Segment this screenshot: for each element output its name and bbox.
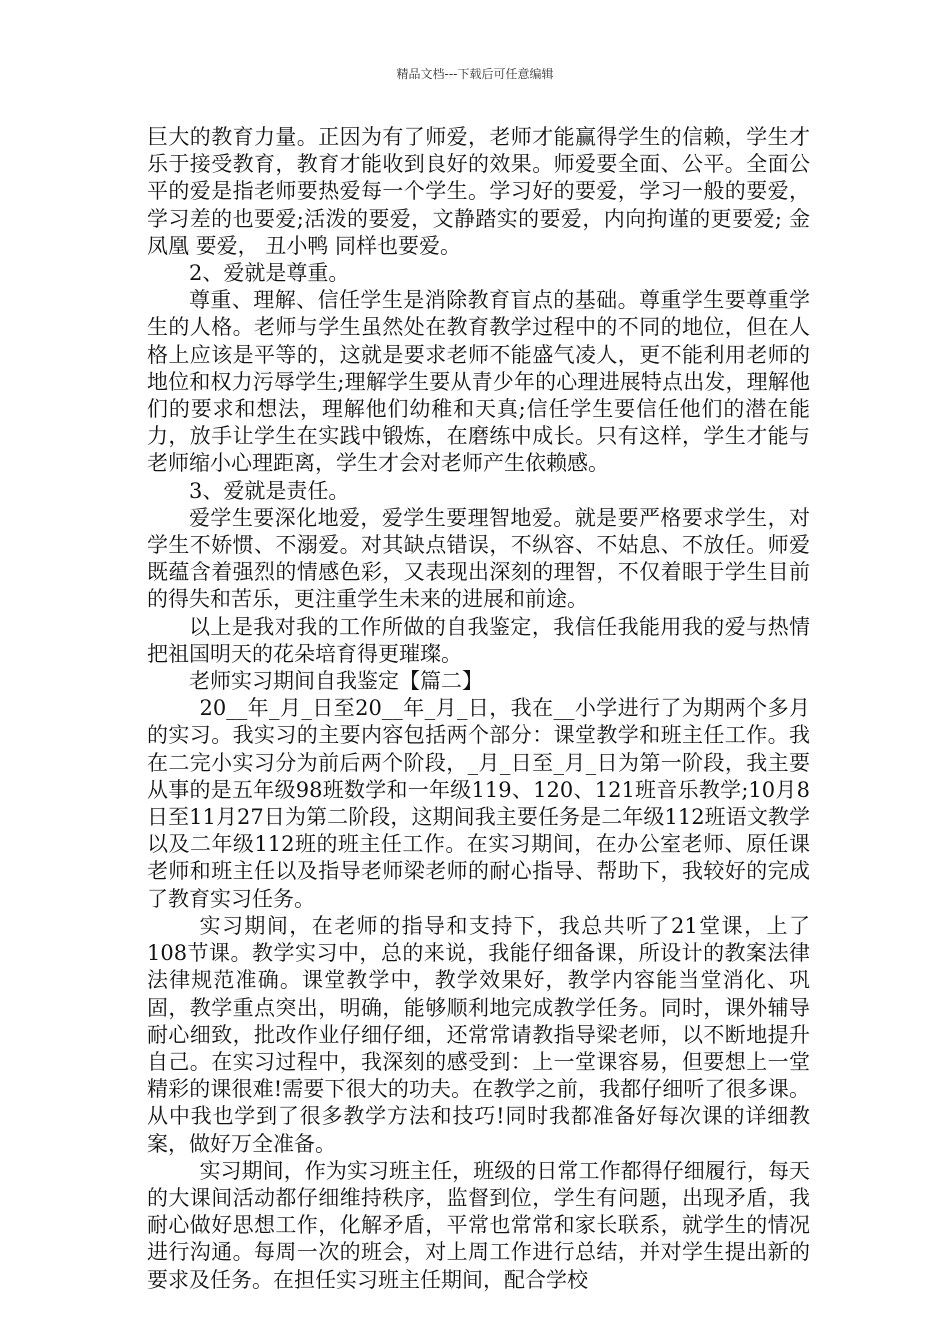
paragraph: 巨大的教育力量。正因为有了师爱，老师才能赢得学生的信赖，学生才乐于接受教育，教育才能收到良好的效果。师爱要全面、公平。全面公平的爱是指老师要热爱每一个学生。学习好的要爱，学习一般的要爱，学习差的也要爱;活泼的要爱，文静踏实的要爱，内向拘谨的更要爱; 金凤凰 要爱， 丑小鸭 同样也要爱。 — [147, 125, 810, 258]
paragraph: 尊重、理解、信任学生是消除教育盲点的基础。尊重学生要尊重学生的人格。老师与学生虽然处在教育教学过程中的不同的地位，但在人格上应该是平等的，这就是要求老师不能盛气凌人，更不能利用老师的地位和权力污辱学生;理解学生要从青少年的心理进展特点出发，理解他们的要求和想法，理解他们幼稚和天真;信任学生要信任他们的潜在能力，放手让学生在实践中锻炼，在磨练中成长。只有这样，学生才能与老师缩小心理距离，学生才会对老师产生依赖感。 — [147, 288, 810, 476]
paragraph: 实习期间，在老师的指导和支持下，我总共听了21堂课，上了108节课。教学实习中，总的来说，我能仔细备课，所设计的教案法律法律规范准确。课堂教学中，教学效果好，教学内容能当堂消化、巩固，教学重点突出，明确，能够顺利地完成教学任务。同时，课外辅导耐心细致，批改作业仔细仔细，还常常请教指导梁老师，以不断地提升自己。在实习过程中，我深刻的感受到：上一堂课容易，但要想上一堂精彩的课很难!需要下很大的功夫。在教学之前，我都仔细听了很多课。从中我也学到了很多教学方法和技巧!同时我都准备好每次课的详细教案，做好万全准备。 — [147, 913, 810, 1156]
document-body — [147, 124, 810, 1294]
paragraph: 以上是我对我的工作所做的自我鉴定，我信任我能用我的爱与热情把祖国明天的花朵培育得更璀璨。 — [147, 614, 810, 666]
paragraph: 20__年_月_日至20__年_月_日，我在__小学进行了为期两个多月的实习。我实习的主要内容包括两个部分：课堂教学和班主任工作。我在二完小实习分为前后两个阶段，_月_日至_月_日为第一阶段，我主要从事的是五年级98班数学和一年级119、120、121班音乐教学;10月8日至11月27日为第二阶段，这期间我主要任务是二年级112班语文教学以及二年级112班的班主任工作。在实习期间，在办公室老师、原任课老师和班主任以及指导老师梁老师的耐心指导、帮助下，我较好的完成了教育实习任务。 — [147, 696, 810, 911]
paragraph: 爱学生要深化地爱，爱学生要理智地爱。就是要严格要求学生，对学生不娇惯、不溺爱。对其缺点错误，不纵容、不姑息、不放任。师爱既蕴含着强烈的情感色彩，又表现出深刻的理智，不仅着眼于学生目前的得失和苦乐，更注重学生未来的进展和前途。 — [147, 505, 810, 612]
section-heading: 3、爱就是责任。 — [189, 478, 350, 503]
article-title: 老师实习期间自我鉴定【篇二】 — [189, 669, 483, 694]
section-heading: 2、爱就是尊重。 — [189, 261, 350, 286]
paragraph: 实习期间，作为实习班主任，班级的日常工作都得仔细履行，每天的大课间活动都仔细维持秩序，监督到位，学生有问题，出现矛盾，我耐心做好思想工作，化解矛盾，平常也常常和家长联系，就学生的情况进行沟通。每周一次的班会，对上周工作进行总结，并对学生提出新的要求及任务。在担任实习班主任期间，配合学校 — [147, 1158, 810, 1292]
page-header: 精品文档---下载后可任意编辑 — [396, 67, 554, 81]
